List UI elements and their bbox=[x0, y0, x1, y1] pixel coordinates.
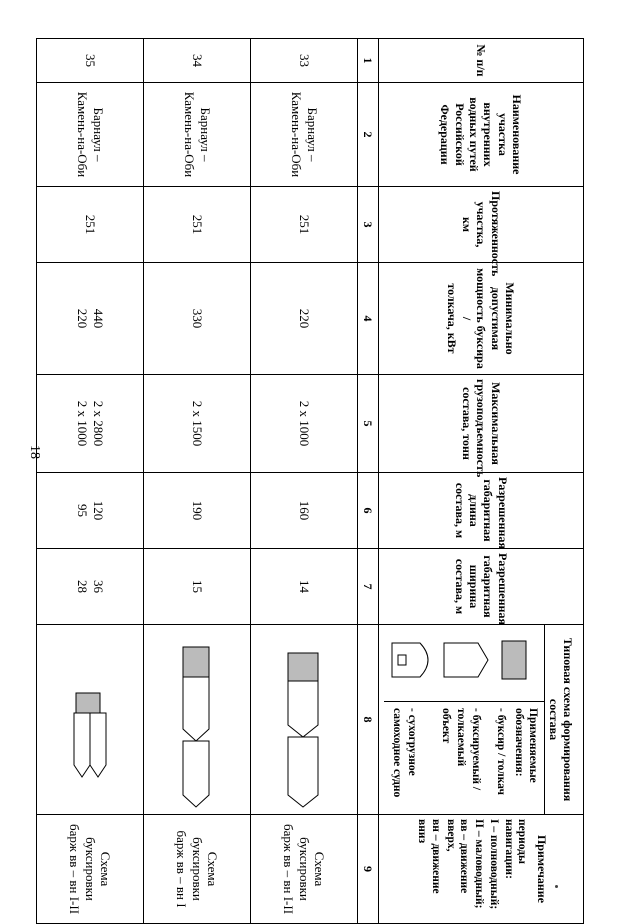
col-number: 7 bbox=[358, 549, 379, 625]
row-schema bbox=[251, 625, 358, 815]
convoy-table bbox=[36, 38, 584, 924]
row-note: Схема буксировки барж вв – вн I-II bbox=[37, 815, 144, 924]
page-number: 18 bbox=[27, 445, 42, 459]
row-length: 251 bbox=[37, 187, 144, 263]
header-schema bbox=[379, 625, 584, 815]
header-convoy-length: Разрешенная габаритная длина состава, м bbox=[379, 473, 584, 549]
barge-icon bbox=[183, 741, 209, 807]
col-number: 5 bbox=[358, 375, 379, 473]
col-number: 9 bbox=[358, 815, 379, 924]
col-number: 2 bbox=[358, 83, 379, 187]
schema-title: Типовая схема формирования состава bbox=[544, 625, 578, 814]
row-name: Барнаул – Камень-на-Оби bbox=[144, 83, 251, 187]
table-row bbox=[251, 39, 358, 924]
header-capacity: Максимальная грузоподъемность состава, тонн bbox=[379, 375, 584, 473]
row-capacity: 2 x 1000 bbox=[251, 375, 358, 473]
row-length: 251 bbox=[144, 187, 251, 263]
row-capacity: 2 x 1500 bbox=[144, 375, 251, 473]
header-num: № п/п bbox=[379, 39, 584, 83]
schema-diagram-33 bbox=[254, 625, 354, 813]
table-row bbox=[144, 39, 251, 924]
barge-icon bbox=[74, 713, 90, 777]
tug-icon bbox=[502, 641, 526, 679]
row-note: Схема буксировки барж вв – вн I bbox=[144, 815, 251, 924]
tug-icon bbox=[288, 653, 318, 681]
convoy-table-container bbox=[58, 38, 584, 915]
row-convoy-length: 190 bbox=[144, 473, 251, 549]
row-note: Схема буксировки барж вв – вн I-II bbox=[251, 815, 358, 924]
barge-icon bbox=[288, 737, 318, 807]
col-number: 4 bbox=[358, 263, 379, 375]
row-convoy-width: 15 bbox=[144, 549, 251, 625]
schema-diagram-35 bbox=[40, 625, 140, 813]
table-row bbox=[37, 39, 144, 924]
barge-icon bbox=[183, 677, 209, 741]
row-power: 330 bbox=[144, 263, 251, 375]
row-name: Барнаул – Камень-на-Оби bbox=[251, 83, 358, 187]
legend-icons-svg bbox=[384, 625, 544, 701]
tug-icon bbox=[183, 647, 209, 677]
header-note: Примечание периоды навигации: I – полноводный; II – маловодный; вв – движение вверх, вн – движение вниз bbox=[379, 815, 584, 924]
header-name: Наименование участка внутренних водных путей Российской Федерации bbox=[379, 83, 584, 187]
col-number: 1 bbox=[358, 39, 379, 83]
row-power: 440 220 bbox=[37, 263, 144, 375]
cargo-ship-cabin-icon bbox=[398, 655, 406, 665]
row-convoy-width: 14 bbox=[251, 549, 358, 625]
row-convoy-length: 160 bbox=[251, 473, 358, 549]
row-name: Барнаул – Камень-на-Оби bbox=[37, 83, 144, 187]
col-number: 6 bbox=[358, 473, 379, 549]
barge-icon bbox=[90, 713, 106, 777]
legend-text: Применяемые обозначения: - буксир / толкач - буксируемый / толкаемый объект - сухогрузное самоходное судно bbox=[391, 708, 539, 798]
row-capacity: 2 x 2800 2 x 1000 bbox=[37, 375, 144, 473]
row-length: 251 bbox=[251, 187, 358, 263]
legend bbox=[384, 625, 544, 814]
row-convoy-width: 36 28 bbox=[37, 549, 144, 625]
header-convoy-width: Разрешенная габаритная ширина состава, м bbox=[379, 549, 584, 625]
row-num: 33 bbox=[251, 39, 358, 83]
tug-icon bbox=[76, 693, 100, 713]
row-schema bbox=[144, 625, 251, 815]
header-power: Минимально допустимая мощность буксира / толкача, кВт bbox=[379, 263, 584, 375]
legend-icons bbox=[384, 625, 544, 702]
header-row bbox=[379, 39, 584, 924]
row-num: 35 bbox=[37, 39, 144, 83]
column-numbers-row bbox=[358, 39, 379, 924]
barge-icon bbox=[444, 643, 488, 677]
cargo-ship-icon bbox=[392, 643, 428, 677]
col-number: 8 bbox=[358, 625, 379, 815]
row-convoy-length: 120 95 bbox=[37, 473, 144, 549]
row-num: 34 bbox=[144, 39, 251, 83]
schema-diagram-34 bbox=[147, 625, 247, 813]
header-length: Протяженность участка, км bbox=[379, 187, 584, 263]
col-number: 3 bbox=[358, 187, 379, 263]
barge-icon bbox=[288, 681, 318, 737]
row-power: 220 bbox=[251, 263, 358, 375]
row-schema bbox=[37, 625, 144, 815]
